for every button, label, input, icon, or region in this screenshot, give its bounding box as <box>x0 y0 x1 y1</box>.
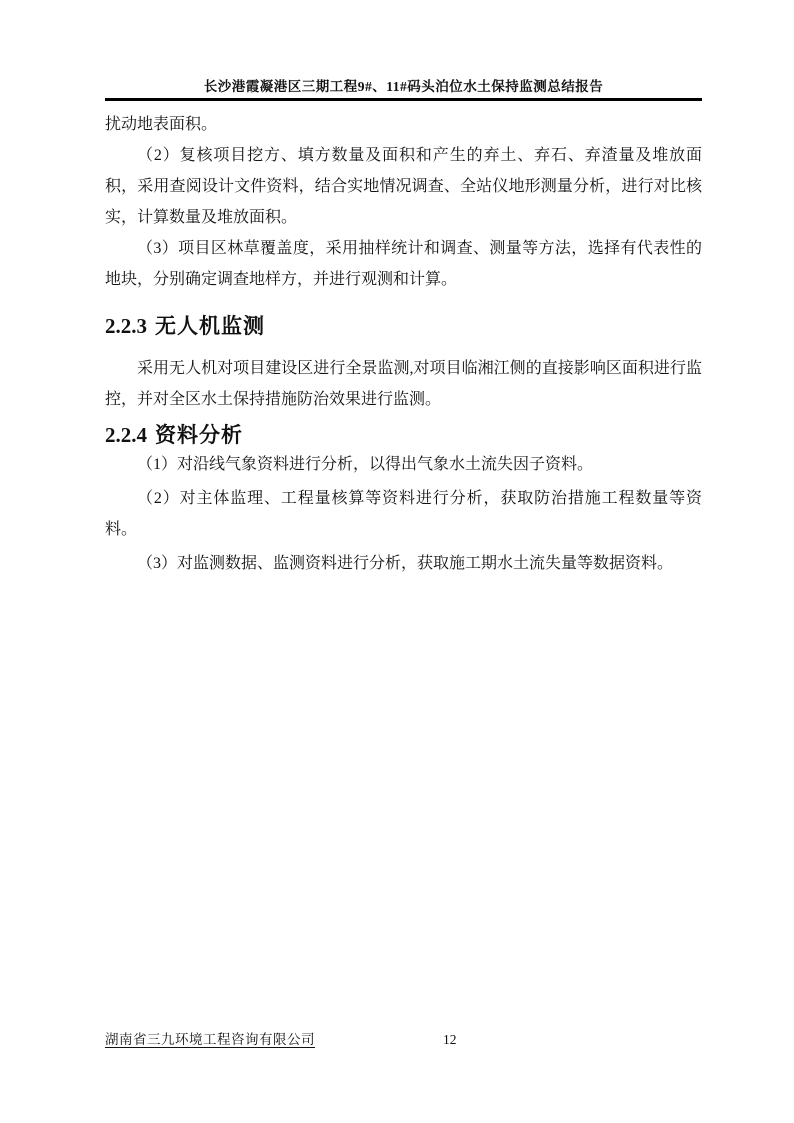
section-number: 2.2.3 <box>105 314 147 338</box>
page-header <box>105 0 702 101</box>
section-heading-2-2-3 <box>105 313 702 340</box>
section-2-2-3-paragraph: 采用无人机对项目建设区进行全景监测,对项目临湘江侧的直接影响区面积进行监控，并对全区水土保持措施防治效果进行监测。 <box>105 360 702 408</box>
section-2-2-4-item-3: （3）对监测数据、监测资料进行分析，获取施工期水土流失量等数据资料。 <box>137 555 674 572</box>
paragraph-continuation: 扰动地表面积。 <box>105 116 218 133</box>
paragraph-item-3: （3）项目区林草覆盖度，采用抽样统计和调查、测量等方法，选择有代表性的地块，分别确定调查地样方，并进行观测和计算。 <box>105 240 702 288</box>
section-2-2-4-item-2: （2）对主体监理、工程量核算等资料进行分析，获取防治措施工程数量等资料。 <box>105 490 702 538</box>
footer-page-number: 12 <box>443 1032 457 1047</box>
section-title: 资料分析 <box>155 423 243 447</box>
section-number: 2.2.4 <box>105 423 147 447</box>
footer-company-name: 湖南省三九环境工程咨询有限公司 <box>105 1032 315 1047</box>
section-heading-2-2-4 <box>105 422 702 449</box>
section-title: 无人机监测 <box>155 314 265 338</box>
paragraph-item-2: （2）复核项目挖方、填方数量及面积和产生的弃土、弃石、弃渣量及堆放面积，采用查阅设计文件资料，结合实地情况调查、全站仪地形测量分析，进行对比核实，计算数量及堆放面积。 <box>105 147 702 226</box>
header-title: 长沙港霞凝港区三期工程9#、11#码头泊位水土保持监测总结报告 <box>203 79 604 94</box>
section-2-2-4-item-1: （1）对沿线气象资料进行分析，以得出气象水土流失因子资料。 <box>137 456 594 473</box>
document-body <box>105 109 702 579</box>
